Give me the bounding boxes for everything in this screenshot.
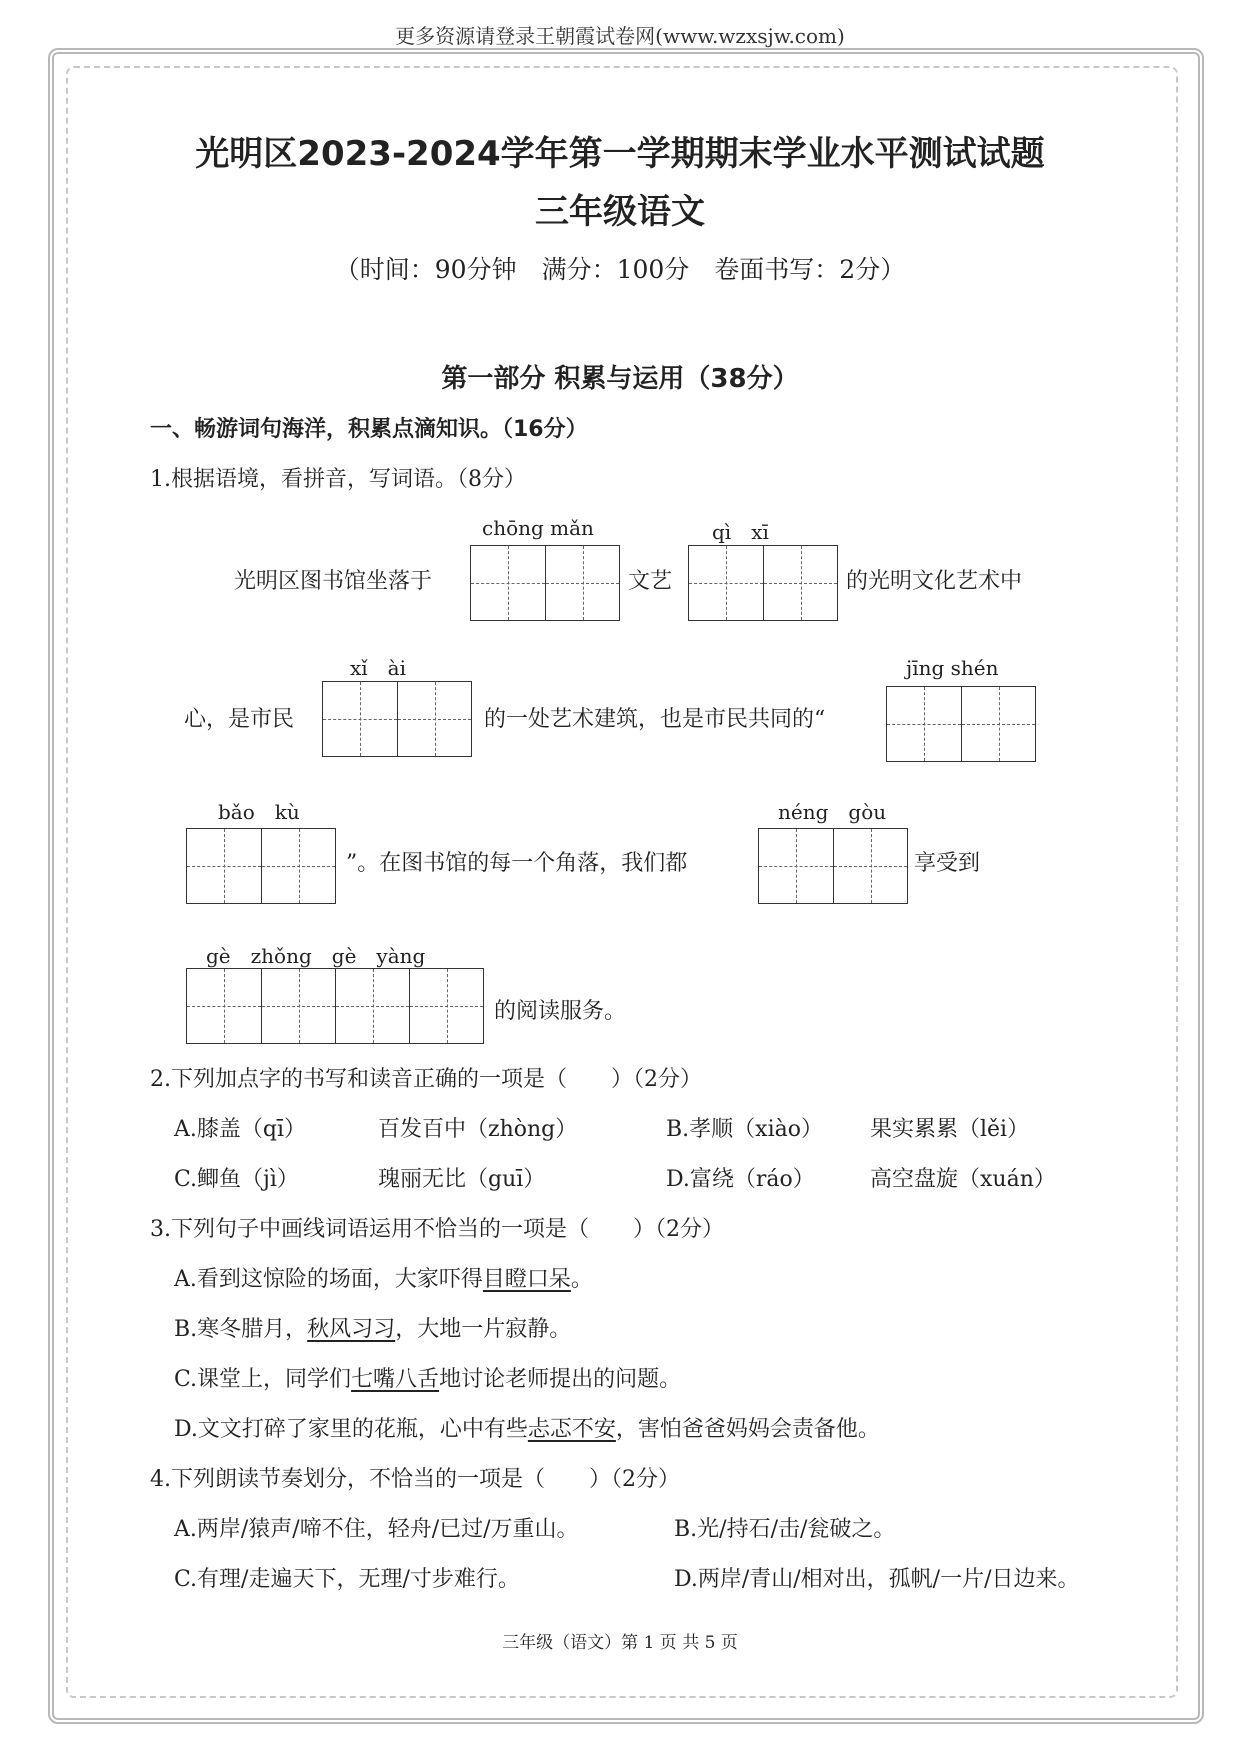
q1-text: 享受到	[914, 851, 981, 876]
exam-meta: （时间：90分钟 满分：100分 卷面书写：2分）	[334, 255, 906, 284]
q2-option: 高空盘旋（xuán）	[870, 1167, 1056, 1192]
part1-title: 第一部分 积累与运用（38分）	[441, 364, 799, 394]
q2-option: 瑰丽无比（guī）	[378, 1167, 546, 1192]
pinyin: gè zhǒng gè yàng	[206, 944, 426, 968]
answer-grid[interactable]	[470, 545, 620, 621]
q1-text: 的阅读服务。	[494, 999, 627, 1024]
option-text: D.文文打碎了家里的花瓶，心中有些	[174, 1417, 528, 1442]
q3-stem: 3.下列句子中画线词语运用不恰当的一项是（ ）（2分）	[150, 1217, 724, 1242]
answer-grid[interactable]	[758, 828, 908, 904]
option-text: 地讨论老师提出的问题。	[439, 1367, 682, 1392]
exam-subtitle: 三年级语文	[535, 192, 705, 232]
q2-option: A.膝盖（qī）	[174, 1117, 307, 1142]
answer-cell[interactable]	[689, 546, 763, 620]
q4-option-c: C.有理/走遍天下，无理/寸步难行。	[174, 1567, 520, 1592]
option-text: A.看到这惊险的场面，大家吓得	[174, 1267, 483, 1292]
answer-cell[interactable]	[545, 546, 619, 620]
answer-cell[interactable]	[323, 682, 397, 756]
q2-option: 百发百中（zhòng）	[378, 1117, 578, 1142]
option-text: ，大地一片寂静。	[395, 1317, 572, 1342]
answer-grid[interactable]	[186, 828, 336, 904]
underlined-term: 七嘴八舌	[351, 1367, 440, 1392]
pinyin: néng gòu	[778, 800, 887, 824]
answer-cell[interactable]	[833, 829, 907, 903]
q4-option-b: B.光/持石/击/瓮破之。	[674, 1517, 896, 1542]
page-footer: 三年级（语文）第 1 页 共 5 页	[502, 1633, 738, 1653]
answer-cell[interactable]	[763, 546, 837, 620]
pinyin: qì xī	[712, 520, 769, 544]
answer-cell[interactable]	[187, 829, 261, 903]
q2-option: C.鲫鱼（jì）	[174, 1167, 299, 1192]
underlined-term: 秋风习习	[307, 1317, 396, 1342]
answer-cell[interactable]	[397, 682, 471, 756]
q1-stem: 1.根据语境，看拼音，写词语。（8分）	[150, 467, 526, 492]
answer-cell[interactable]	[335, 969, 409, 1043]
q4-option-d: D.两岸/青山/相对出，孤帆/一片/日边来。	[674, 1567, 1080, 1592]
option-text: 。	[570, 1267, 593, 1292]
answer-grid[interactable]	[688, 545, 838, 621]
answer-cell[interactable]	[261, 969, 335, 1043]
source-note: 更多资源请登录王朝霞试卷网(www.wzxsjw.com)	[395, 24, 845, 48]
answer-cell[interactable]	[887, 687, 961, 761]
section1-title: 一、畅游词句海洋，积累点滴知识。（16分）	[150, 417, 588, 442]
q3-option-c	[174, 1362, 681, 1393]
pinyin: chōng mǎn	[482, 516, 594, 540]
pinyin: bǎo kù	[218, 800, 300, 824]
q2-option: 果实累累（lěi）	[870, 1117, 1030, 1142]
q1-text: 的一处艺术建筑，也是市民共同的“	[484, 707, 826, 732]
option-text: C.课堂上，同学们	[174, 1367, 352, 1392]
q4-stem: 4.下列朗读节奏划分，不恰当的一项是（ ）（2分）	[150, 1467, 680, 1492]
answer-cell[interactable]	[759, 829, 833, 903]
q3-option-b	[174, 1312, 571, 1343]
option-text: ，害怕爸爸妈妈会责备他。	[615, 1417, 880, 1442]
q1-text: ”。在图书馆的每一个角落，我们都	[346, 851, 688, 876]
q3-option-a	[174, 1262, 593, 1293]
answer-cell[interactable]	[187, 969, 261, 1043]
q1-text: 的光明文化艺术中	[846, 569, 1023, 594]
q1-text: 文艺	[628, 569, 673, 594]
underlined-term: 目瞪口呆	[482, 1267, 571, 1292]
q2-stem: 2.下列加点字的书写和读音正确的一项是（ ）（2分）	[150, 1067, 702, 1092]
q4-option-a: A.两岸/猿声/啼不住，轻舟/已过/万重山。	[174, 1517, 579, 1542]
answer-cell[interactable]	[961, 687, 1035, 761]
answer-grid[interactable]	[322, 681, 472, 757]
pinyin: xǐ ài	[350, 656, 406, 680]
q2-option: D.富绕（ráo）	[666, 1167, 815, 1192]
exam-title: 光明区2023-2024学年第一学期期末学业水平测试试题	[195, 134, 1045, 174]
pinyin: jīng shén	[906, 656, 999, 680]
q3-option-d	[174, 1412, 880, 1443]
answer-cell[interactable]	[261, 829, 335, 903]
answer-cell[interactable]	[471, 546, 545, 620]
underlined-term: 忐忑不安	[527, 1417, 616, 1442]
option-text: B.寒冬腊月，	[174, 1317, 308, 1342]
q1-text: 光明区图书馆坐落于	[234, 569, 433, 594]
answer-cell[interactable]	[409, 969, 483, 1043]
q2-option: B.孝顺（xiào）	[666, 1117, 823, 1142]
q1-text: 心，是市民	[184, 707, 295, 732]
answer-grid[interactable]	[186, 968, 484, 1044]
answer-grid[interactable]	[886, 686, 1036, 762]
